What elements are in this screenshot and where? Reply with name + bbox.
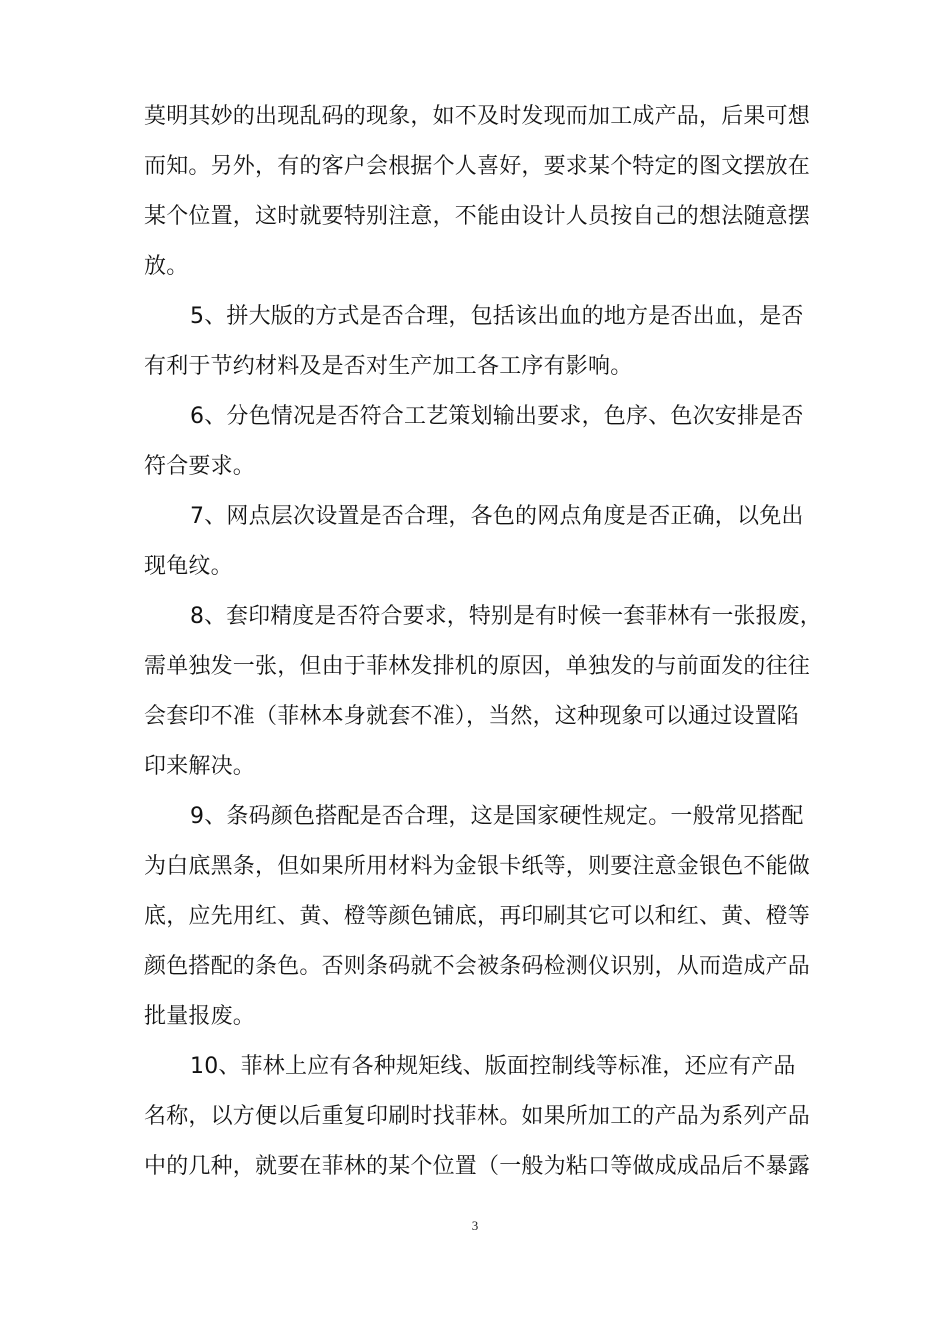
text-line: 批量报废。: [144, 1004, 256, 1029]
text-line: 某个位置，这时就要特别注意，不能由设计人员按自己的想法随意摆: [144, 204, 811, 229]
text-line: 需单独发一张，但由于菲林发排机的原因，单独发的与前面发的往往: [144, 654, 811, 679]
paragraph-start-line: 8、套印精度是否符合要求，特别是有时候一套菲林有一张报废，: [190, 604, 822, 629]
page-number: 3: [471, 1218, 479, 1233]
text-line: 颜色搭配的条色。否则条码就不会被条码检测仪识别，从而造成产品: [144, 954, 811, 979]
text-line: 中的几种，就要在菲林的某个位置（一般为粘口等做成成品后不暴露: [144, 1154, 811, 1179]
text-line: 底，应先用红、黄、橙等颜色铺底，再印刷其它可以和红、黄、橙等: [144, 904, 811, 929]
text-line: 会套印不准（菲林本身就套不准），当然，这种现象可以通过设置陷: [144, 704, 800, 729]
paragraph-start-line: 9、条码颜色搭配是否合理，这是国家硬性规定。一般常见搭配: [190, 804, 804, 829]
text-line: 而知。另外，有的客户会根据个人喜好，要求某个特定的图文摆放在: [144, 154, 811, 179]
text-line: 为白底黑条，但如果所用材料为金银卡纸等，则要注意金银色不能做: [144, 854, 811, 879]
text-line: 符合要求。: [144, 454, 256, 479]
text-line: 名称，以方便以后重复印刷时找菲林。如果所加工的产品为系列产品: [144, 1104, 811, 1129]
paragraph-start-line: 10、菲林上应有各种规矩线、版面控制线等标准，还应有产品: [190, 1054, 796, 1079]
text-line: 有利于节约材料及是否对生产加工各工序有影响。: [144, 354, 633, 379]
paragraph-start-line: 6、分色情况是否符合工艺策划输出要求，色序、色次安排是否: [190, 404, 804, 429]
text-line: 放。: [144, 254, 189, 279]
text-line: 现龟纹。: [144, 554, 233, 579]
paragraph-start-line: 5、拼大版的方式是否合理，包括该出血的地方是否出血，是否: [190, 304, 804, 329]
paragraph-start-line: 7、网点层次设置是否合理，各色的网点角度是否正确，以免出: [190, 504, 804, 529]
text-line: 莫明其妙的出现乱码的现象，如不及时发现而加工成产品，后果可想: [144, 104, 811, 129]
text-line: 印来解决。: [144, 754, 256, 779]
